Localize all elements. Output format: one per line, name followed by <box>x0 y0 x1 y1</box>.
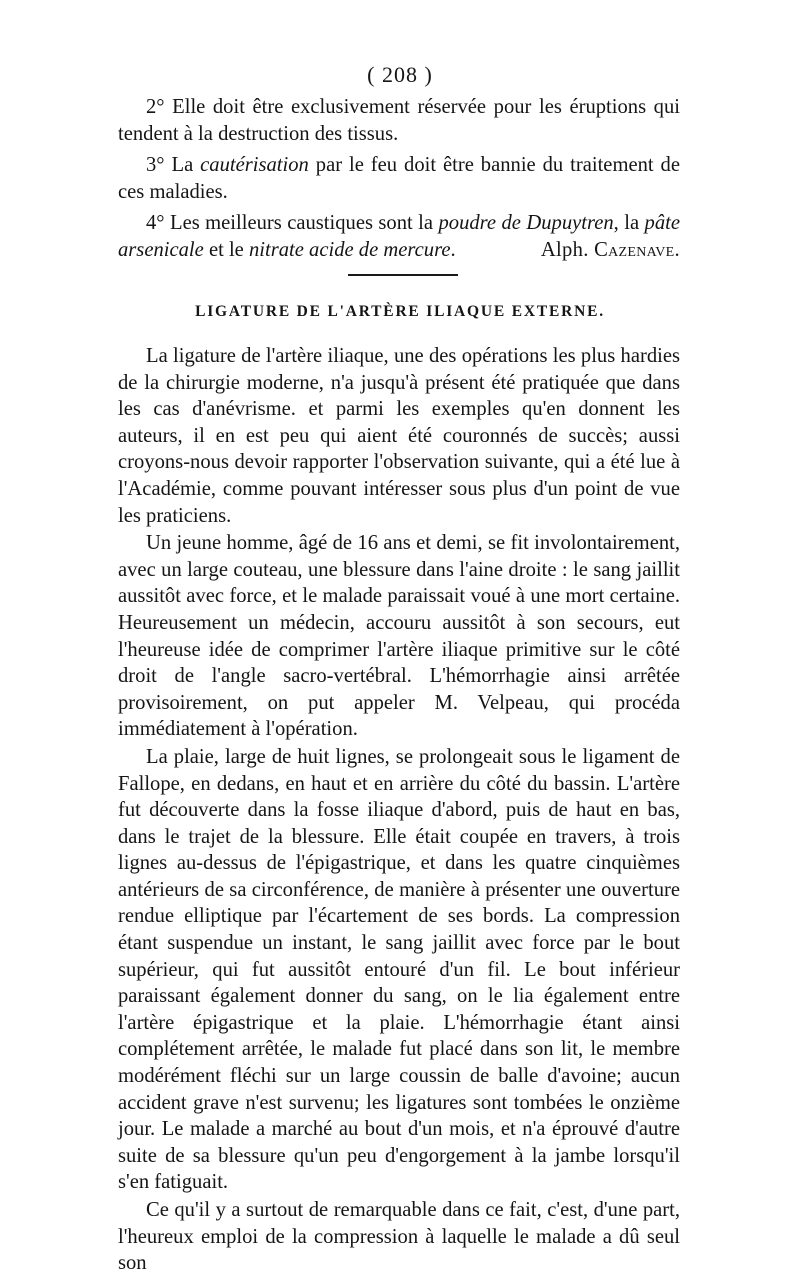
article-body <box>118 343 680 1278</box>
conclusion-item-4 <box>118 210 680 263</box>
author-signature: Alph. Cazenave. <box>540 238 680 261</box>
item-emphasis: pâte arsenicale <box>118 212 681 261</box>
item-number: 4° <box>146 212 165 235</box>
author-surname: Cazenave. <box>594 238 680 261</box>
item-number: 2° <box>146 96 165 118</box>
item-text: . <box>450 238 456 261</box>
item-number: 3° <box>146 154 165 177</box>
article-paragraph: La plaie, large de huit lignes, se prolongeait sous le ligament de Fallope, en dedans, en haut et en arrière du côté du bassin. L'artère fut découverte dans la fosse iliaque d'abord, puis de haut en bas, dans le trajet de la blessure. Elle était coupée en travers, à trois lignes au-dessus de l'épigastrique, et dans les quatre cinquièmes antérieurs de sa circonférence, de manière à présenter une ouverture rendue elliptique par l'écartement de ses bords. La compression étant suspendue un instant, le sang jaillit avec force par le bout supérieur, qui fut aussitôt entouré d'un fil. Le bout inférieur paraissant également donner du sang, on le lia également entre l'artère épigastrique et la plaie. L'hémorrhagie étant ainsi complétement arrêtée, le malade fut placé dans son lit, le membre modérément fléchi sur un large coussin de balle d'avoine; aucun accident grave n'est survenu; les ligatures sont tombées le onzième jour. Le malade a marché au bout d'un mois, et n'a éprouvé d'autre suite de sa blessure qu'un peu d'engorgement à la jambe lorsqu'il s'en fatiguait. <box>118 745 680 1194</box>
item-emphasis: cautérisation <box>200 154 309 177</box>
article-paragraph: La ligature de l'artère iliaque, une des opérations les plus hardies de la chirurgie moderne, n'a jusqu'à présent été pratiquée que dans les cas d'anévrisme. et parmi les exemples qu'en donnent les auteurs, il en est peu qui aient été couronnés de succès; aussi croyons-nous devoir rapporter l'observation suivante, qui a été lue à l'Académie, comme pouvant intéresser sous plus d'un point de vue les praticiens. <box>118 345 680 527</box>
section-divider <box>348 274 458 276</box>
item-text: par le feu doit être bannie du traitement de ces maladies. <box>118 154 680 203</box>
conclusions-list <box>118 94 680 269</box>
conclusion-item-2 <box>118 94 680 147</box>
page-number: ( 208 ) <box>367 62 433 87</box>
item-text: La <box>171 154 194 177</box>
article-paragraph: Ce qu'il y a surtout de remarquable dans ce fait, c'est, d'une part, l'heureux emploi de la compression à laquelle le malade a dû seul son <box>118 1199 680 1275</box>
conclusion-item-3 <box>118 152 680 205</box>
item-text: et le <box>208 238 244 261</box>
item-text: Elle doit être exclusivement réservée pour les éruptions qui tendent à la destruction des tissus. <box>118 96 680 145</box>
article-heading: LIGATURE DE L'ARTÈRE ILIAQUE EXTERNE. <box>195 303 605 320</box>
item-text: Les meilleurs caustiques sont la <box>169 212 434 235</box>
article-paragraph: Un jeune homme, âgé de 16 ans et demi, se fit involontairement, avec un large couteau, une blessure dans l'aine droite : le sang jaillit aussitôt avec force, et le malade paraissait voué à une mort certaine. Heureusement un médecin, accouru aussitôt à son secours, eut l'heureuse idée de comprimer l'artère iliaque primitive sur le côté droit de l'angle sacro-vertébral. L'hémorrhagie ainsi arrêtée provisoirement, on put appeler M. Velpeau, qui procéda immédiatement à l'opération. <box>118 532 680 741</box>
item-emphasis: poudre de Dupuytren <box>438 212 614 235</box>
item-emphasis: nitrate acide de mercure <box>248 238 451 261</box>
item-text: , la <box>613 212 640 235</box>
